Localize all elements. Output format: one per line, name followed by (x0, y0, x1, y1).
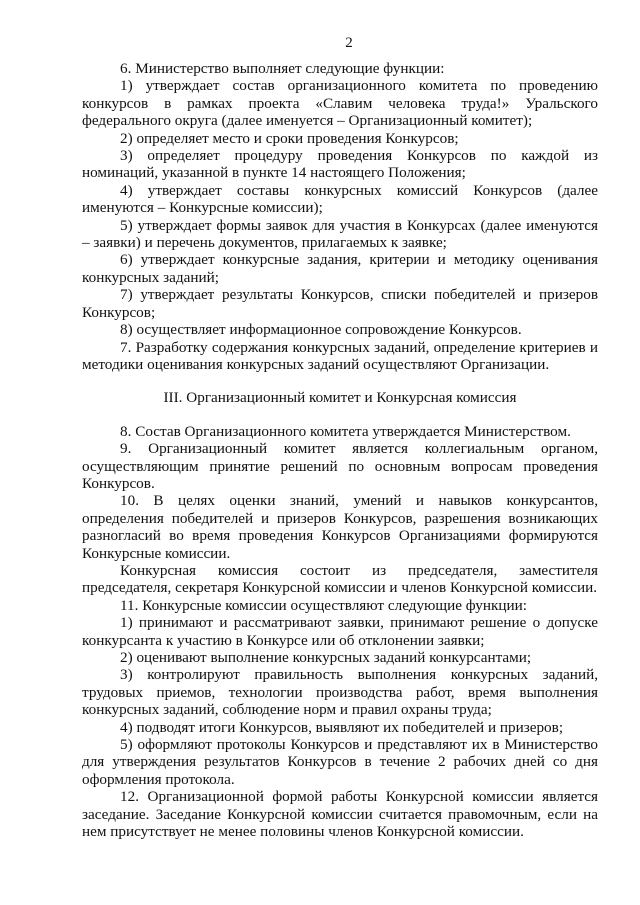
list-item-6-6: 6) утверждает конкурсные задания, критерии и методику оценивания конкурсных заданий; (82, 251, 598, 286)
list-item-6-8: 8) осуществляет информационное сопровождение Конкурсов. (120, 321, 522, 339)
paragraph-9: 9. Организационный комитет является коллегиальным органом, осуществляющим принятие решений по основным вопросам проведения Конкурсов. (82, 440, 598, 492)
list-item-11-4: 4) подводят итоги Конкурсов, выявляют их победителей и призеров; (120, 718, 564, 736)
list-item-6-3: 3) определяет процедуру проведения Конкурсов по каждой из номинаций, указанной в пункте 14 настоящего Положения; (82, 147, 598, 182)
list-item-6-1: 1) утверждает состав организационного комитета по проведению конкурсов в рамках проекта «Славим человека труда!» Уральского федерального округа (далее именуется – Организационный комитет); (82, 77, 598, 130)
paragraph-11: 11. Конкурсные комиссии осуществляют следующие функции: (120, 596, 527, 614)
list-item-11-2: 2) оценивают выполнение конкурсных заданий конкурсантами; (120, 649, 532, 666)
section-ministry-functions (82, 60, 598, 373)
page-number: 2 (345, 35, 353, 51)
list-item-6-2: 2) определяет место и сроки проведения Конкурсов; (120, 129, 459, 147)
paragraph-6: 6. Министерство выполняет следующие функции: (120, 60, 445, 77)
list-item-6-5: 5) утверждает формы заявок для участия в Конкурсах (далее именуются – заявки) и перечень документов, прилагаемых к заявке; (82, 216, 598, 252)
list-item-11-5: 5) оформляют протоколы Конкурсов и представляют их в Министерство для утверждения результатов Конкурсов в течение 2 рабочих дней со дня оформления протокола. (82, 736, 598, 788)
section-committee (82, 423, 598, 841)
paragraph-8: 8. Состав Организационного комитета утверждается Министерством. (120, 422, 571, 440)
list-item-11-3: 3) контролируют правильность выполнения конкурсных заданий, трудовых приемов, технологии производства работ, время выполнения конкурсных заданий, соблюдение норм и правил охраны труда; (82, 666, 598, 719)
paragraph-commission-composition: Конкурсная комиссия состоит из председателя, заместителя председателя, секретаря Конкурсной комиссии и членов Конкурсной комиссии. (82, 561, 598, 597)
paragraph-7: 7. Разработку содержания конкурсных заданий, определение критериев и методики оценивания конкурсных заданий осуществляют Организации. (82, 338, 598, 373)
paragraph-12: 12. Организационной формой работы Конкурсной комиссии является заседание. Заседание Конкурсной комиссии считается правомочным, если на нем присутствует не менее половины членов Конкурсной комиссии. (82, 788, 598, 841)
list-item-6-4: 4) утверждает составы конкурсных комиссий Конкурсов (далее именуются – Конкурсные комиссии); (82, 181, 598, 217)
list-item-11-1: 1) принимают и рассматривают заявки, принимают решение о допуске конкурсанта к участию в Конкурсе или об отклонении заявки; (82, 614, 598, 649)
section-heading: III. Организационный комитет и Конкурсная комиссия (163, 389, 517, 407)
paragraph-10: 10. В целях оценки знаний, умений и навыков конкурсантов, определения победителей и призеров Конкурсов, разрешения возникающих разногласий во время проведения Конкурсов Организациями формируются Конкурсные комиссии. (82, 492, 598, 562)
list-item-6-7: 7) утверждает результаты Конкурсов, списки победителей и призеров Конкурсов; (82, 286, 598, 321)
